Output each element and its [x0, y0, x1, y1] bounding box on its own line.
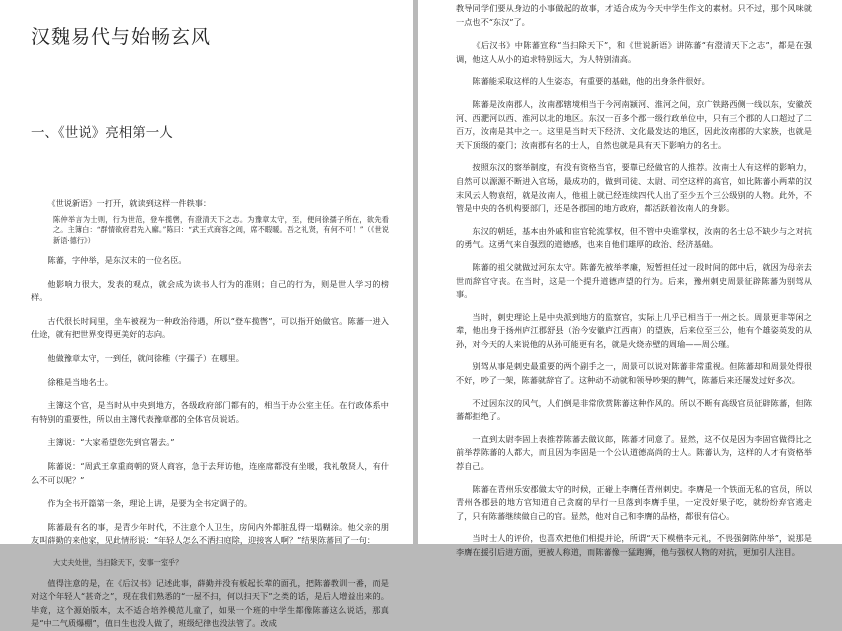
right-page [418, 0, 842, 557]
body-paragraph: 徐稚是当地名士。 [47, 376, 113, 387]
body-paragraph: 值得注意的是，在《后汉书》记述此事，薛勤并没有板起长辈的面孔，把陈蕃教训一番，而是对这个年轻人“甚奇之”，现在我们熟悉的“一屋不扫，何以扫天下”之类的话，是后人增益出来的。毕竟，这个源始版本，太不适合培养模范儿童了，如果一个班的中学生都像陈蕃这么说话，那真是“中二气质爆棚”，值日生也没人做了，班级纪律也没法管了。改成 [31, 577, 389, 629]
body-paragraph: 当时士人的评价，也喜欢把他们相提并论，所谓“天下模楷李元礼，不畏强御陈仲举”，说那是李膺在援引后进方面，更被人称道，而陈蕃像一猛跑狮，他与强权人物的对抗，更加引人注目。 [456, 533, 812, 557]
body-paragraph: 主簿这个官，是当时从中央到地方，各级政府部门都有的，相当于办公室主任。在行政体系中有特别的重要性，所以由主簿代表豫章郡的全体官员说话。 [31, 400, 389, 424]
body-paragraph: 按照东汉的察举制度，有没有资格当官，要靠已经做官的人推荐。汝南士人有这样的影响力，自然可以源源不断进入官场，最成功的，做到司徒、太尉、司空这样的高官，如比陈蕃小两辈的汉末风云人物袁绍，就是汝南人，他祖上就已经连续四代人出了至少五个三公级别的人物。此外，不管是中央的各机构要部门，还是各郡国的地方政府，都活跃着汝南人的身影。 [456, 162, 812, 214]
body-paragraph: 陈蕃的祖父就做过河东太守。陈蕃先被举孝廉，短暂担任过一段时间的郎中后，就因为母亲去世而辞官守丧。在当时，这是一个提升道德声望的行为。后来，豫州刺史周景征辟陈蕃为别驾从事。 [456, 261, 812, 300]
body-paragraph: 主簿说：“大家希望您先到官署去。” [47, 437, 175, 448]
body-paragraph: 陈蕃能采取这样的人生姿态，有重要的基础，他的出身条件很好。 [472, 76, 710, 87]
body-paragraph: 他做豫章太守，一到任，就问徐稚（字孺子）在哪里。 [47, 353, 244, 364]
body-paragraph: 不过因东汉的风气，人们倒是非常欣赏陈蕃这种作风的。所以不断有高级官员征辟陈蕃，但陈蕃都拒绝了。 [456, 397, 812, 422]
body-paragraph: 别驾从事是刺史最重要的两个副手之一，周景可以说对陈蕃非常重视。但陈蕃却和周景处得很不好，吵了一架，陈蕃就辞官了。这种动不动就和领导吵架的脾气，陈蕃后来还屡发过好多次。 [456, 361, 812, 386]
intro-paragraph: 《世说新语》一打开，就读到这样一件轶事： [47, 198, 212, 208]
body-paragraph: 陈蕃是汝南郡人，汝南郡辖境相当于今河南颍河、淮河之间，京广铁路西侧一线以东，安徽茨河、西淝河以西、淮河以北的地区。东汉一百多个郡一级行政单位中，只有三个郡的人口超过了二百万，汝南是其中之一。这里是当时天下经济、文化最发达的地区，因此汝南郡的大家族，也就是天下顶级的豪门；汝南郡有名的士人，自然也就是具有天下影响力的名士。 [456, 98, 812, 150]
body-paragraph: 当时，刺史理论上是中央派到地方的监察官，实际上几乎已相当于一州之长。周景更非等闲之辈，他出身于扬州庐江郡舒县（治今安徽庐江西南）的望族，后来位至三公，他有个雄姿英发的从孙，对今天的人来说他的从孙可能更有名，就是火烧赤壁的周瑜——周公瑾。 [456, 311, 812, 349]
chapter-title: 汉魏易代与始畅玄风 [31, 26, 212, 48]
left-page [0, 0, 413, 629]
body-paragraph: 古代很长时间里，坐车被视为一种政治待遇，所以“登车揽辔”，可以指开始做官。陈蕃一进入仕途，就有把世界变得更美好的志向。 [31, 315, 389, 340]
continuation-paragraph: 教导同学们要从身边的小事做起的故事，才适合成为今天中学生作文的素材。只不过，那个风味就一点也不“东汉”了。 [456, 3, 812, 27]
body-paragraph: 作为全书开篇第一条，理论上讲，是要为全书定调子的。 [47, 498, 253, 509]
section-title: 一、《世说》亮相第一人 [31, 125, 173, 141]
body-paragraph: 陈蕃最有名的事，是青少年时代，不注意个人卫生，房间内外都脏乱得一塌糊涂。他父亲的朋友叫薛勤的来他家，见此情形说：“年轻人怎么不洒扫庭除，迎接客人啊？”结果陈蕃回了一句： [31, 521, 389, 546]
quote-block: 陈仲举言为士则，行为世范，登车揽辔，有澄清天下之志。为豫章太守，至，便问徐孺子所在，欲先看之。主簿白：“群情欲府君先入廨。”陈曰：“武王式商容之闾，席不暇暖。吾之礼贤，有何不可！”（《世说新语·德行》） [53, 214, 389, 245]
body-paragraph: 东汉的朝廷，基本由外戚和宦官轮流掌权，但不管中央谁掌权，汝南的名士总不缺少与之对抗的勇气。这勇气来自强烈的道德感，也来自他们雄厚的政治、经济基础。 [456, 225, 812, 250]
body-paragraph: 陈蕃说：“周武王拿重商朝的贤人商容，急于去拜访他，连座席都没有坐暖，我礼敬贤人，有什么不可以呢？” [31, 461, 389, 485]
body-paragraph: 《后汉书》中陈蕃宣称“当扫除天下”，和《世说新语》讲陈蕃“有澄清天下之志”，都是在强调，他这人从小的追求特别远大，为人特别清高。 [456, 40, 812, 64]
body-paragraph: 他影响力很大，发表的观点，就会成为读书人行为的准则；自己的行为，则是世人学习的榜样。 [31, 278, 389, 303]
section-spacer [31, 141, 389, 183]
body-paragraph: 陈蕃，字仲举，是东汉末的一位名臣。 [47, 255, 187, 266]
quote-block: 大丈夫处世，当扫除天下，安事一室乎？ [53, 558, 183, 567]
body-paragraph: 一直到太尉李固上表推荐陈蕃去做议郎，陈蕃才同意了。显然，这不仅是因为李固官做得比之前举荐陈蕃的人都大，而且因为李固是一个公认道德高尚的士人。陈蕃认为，这样的人才有资格举荐自己。 [456, 433, 812, 472]
body-paragraph: 陈蕃在青州乐安郡做太守的时候，正碰上李膺任青州刺史。李膺是一个铁面无私的官员，所以青州各郡县的地方官知道自己贪腐的早行一旦落到李膺手里，一定没好果子吃，就纷纷弃官逃走了，只有陈蕃继续做自己的官。显然，他对自己和李膺的品格，都很有信心。 [456, 483, 812, 521]
